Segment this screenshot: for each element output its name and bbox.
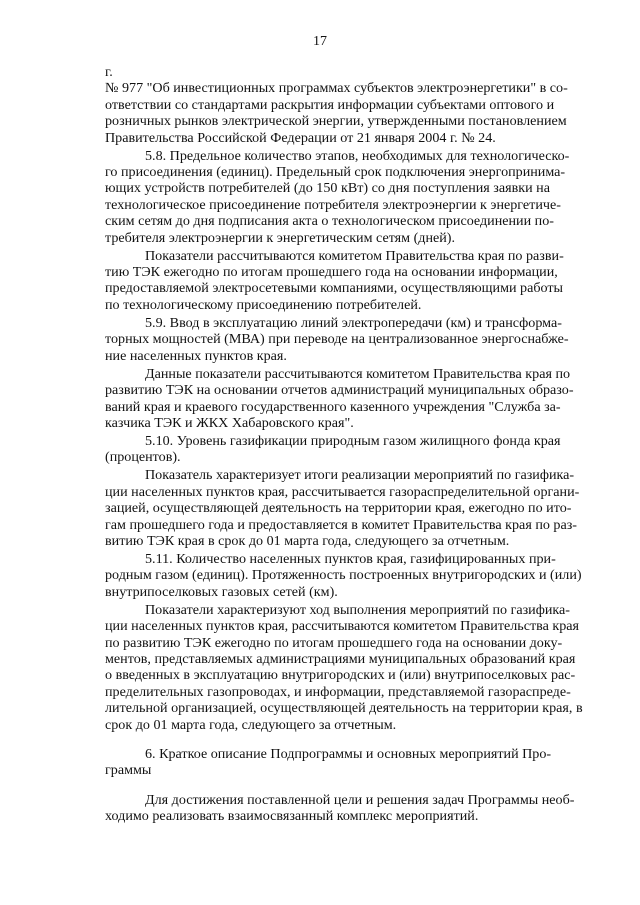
text-line: граммы xyxy=(105,762,152,779)
page-number: 17 xyxy=(313,34,327,49)
text-line: (процентов). xyxy=(105,449,181,466)
text-line: 5.8. Предельное количество этапов, необходимых для технологическо- xyxy=(145,147,570,164)
paragraph-5-9 xyxy=(105,314,569,364)
text-line: зацией, осуществляющей деятельность на территории края, ежегодно по ито- xyxy=(105,500,572,517)
text-line: Для достижения поставленной цели и решения задач Программы необ- xyxy=(145,791,575,808)
paragraph-5-8 xyxy=(105,147,570,246)
text-line: г. xyxy=(105,64,113,80)
text-line: ответствии со стандартами раскрытия информации субъектами оптового и xyxy=(105,96,555,113)
text-line: Данные показатели рассчитываются комитетом Правительства края по xyxy=(145,365,571,382)
text-line: ваний края и краевого государственного казенного учреждения "Служба за- xyxy=(105,398,561,415)
paragraph-section-6 xyxy=(105,791,575,825)
text-line: ходимо реализовать взаимосвязанный комплекс мероприятий. xyxy=(105,808,479,825)
text-line: Показатели рассчитываются комитетом Правительства края по разви- xyxy=(145,247,564,264)
text-line: тию ТЭК ежегодно по итогам прошедшего года на основании информации, xyxy=(105,264,558,281)
text-line: развитию ТЭК на основании отчетов администраций муниципальных образо- xyxy=(105,382,574,399)
paragraph-5-11 xyxy=(105,550,582,600)
text-line: гам прошедшего года и предоставляется в комитет Правительства края по раз- xyxy=(105,516,577,533)
text-line: лительной организацией, осуществляющей деятельность на территории края, в xyxy=(105,700,583,717)
text-line: внутрипоселковых газовых сетей (км). xyxy=(105,583,338,600)
paragraph-continuation xyxy=(105,64,568,146)
text-line: 5.10. Уровень газификации природным газом жилищного фонда края xyxy=(145,432,561,449)
text-line: срок до 01 марта года, следующего за отчетным. xyxy=(105,716,397,733)
text-line: Показатель характеризует итоги реализации мероприятий по газифика- xyxy=(145,467,575,484)
text-line: предоставляемой электросетевыми компаниями, осуществляющими работы xyxy=(105,280,564,297)
text-line: Правительства Российской Федерации от 21 января 2004 г. № 24. xyxy=(105,129,496,146)
paragraph-5-8-calc xyxy=(105,247,564,314)
text-line: розничных рынков электрической энергии, утвержденными постановлением xyxy=(105,113,567,130)
text-line: ние населенных пунктов края. xyxy=(105,347,287,364)
text-line: по развитию ТЭК ежегодно по итогам прошедшего года на основании доку- xyxy=(105,634,563,651)
text-line: го присоединения (единиц). Предельный срок подключения энергопринима- xyxy=(105,164,566,181)
paragraph-5-10 xyxy=(105,432,561,466)
text-line: 6. Краткое описание Подпрограммы и основных мероприятий Про- xyxy=(145,746,552,762)
text-line: ским сетям до дня подписания акта о технологическом присоединении по- xyxy=(105,213,554,230)
text-line: 5.9. Ввод в эксплуатацию линий электропередачи (км) и трансформа- xyxy=(145,314,562,331)
text-line: ющих устройств потребителей (до 150 кВт) со дня поступления заявки на xyxy=(105,180,550,197)
text-line: по технологическому присоединению потребителей. xyxy=(105,296,422,313)
text-line: технологическое присоединение потребителя электроэнергии к энергетиче- xyxy=(105,196,561,213)
text-line: пределительных газопроводах, и информации, представляемой газораспреде- xyxy=(105,683,571,700)
paragraph-5-9-calc xyxy=(105,365,574,432)
text-line: торных мощностей (МВА) при переводе на централизованное энергоснабже- xyxy=(105,331,569,348)
text-line: витию ТЭК края в срок до 01 марта года, следующего за отчетным. xyxy=(105,532,510,549)
text-line: ции населенных пунктов края, рассчитывается газораспределительной органи- xyxy=(105,483,580,500)
text-line: о введенных в эксплуатацию внутригородских и (или) внутрипоселковых рас- xyxy=(105,667,576,684)
text-line: ментов, представляемых администрациями муниципальных образований края xyxy=(105,650,576,667)
text-line: родным газом (единиц). Протяженность построенных внутригородских и (или) xyxy=(105,567,582,584)
text-line: требителя электроэнергии к энергетическим сетям (дней). xyxy=(105,229,456,246)
text-line: казчика ТЭК и ЖКХ Хабаровского края". xyxy=(105,414,354,431)
text-line: № 977 "Об инвестиционных программах субъектов электроэнергетики" в со- xyxy=(105,80,568,97)
section-6-heading xyxy=(105,746,552,779)
paragraph-5-11-calc xyxy=(105,601,583,733)
document-body xyxy=(105,64,583,826)
text-line: 5.11. Количество населенных пунктов края, газифицированных при- xyxy=(145,550,556,567)
paragraph-5-10-calc xyxy=(105,467,580,549)
text-line: Показатели характеризуют ход выполнения мероприятий по газифика- xyxy=(145,601,570,618)
text-line: ции населенных пунктов края, рассчитываются комитетом Правительства края xyxy=(105,618,579,635)
